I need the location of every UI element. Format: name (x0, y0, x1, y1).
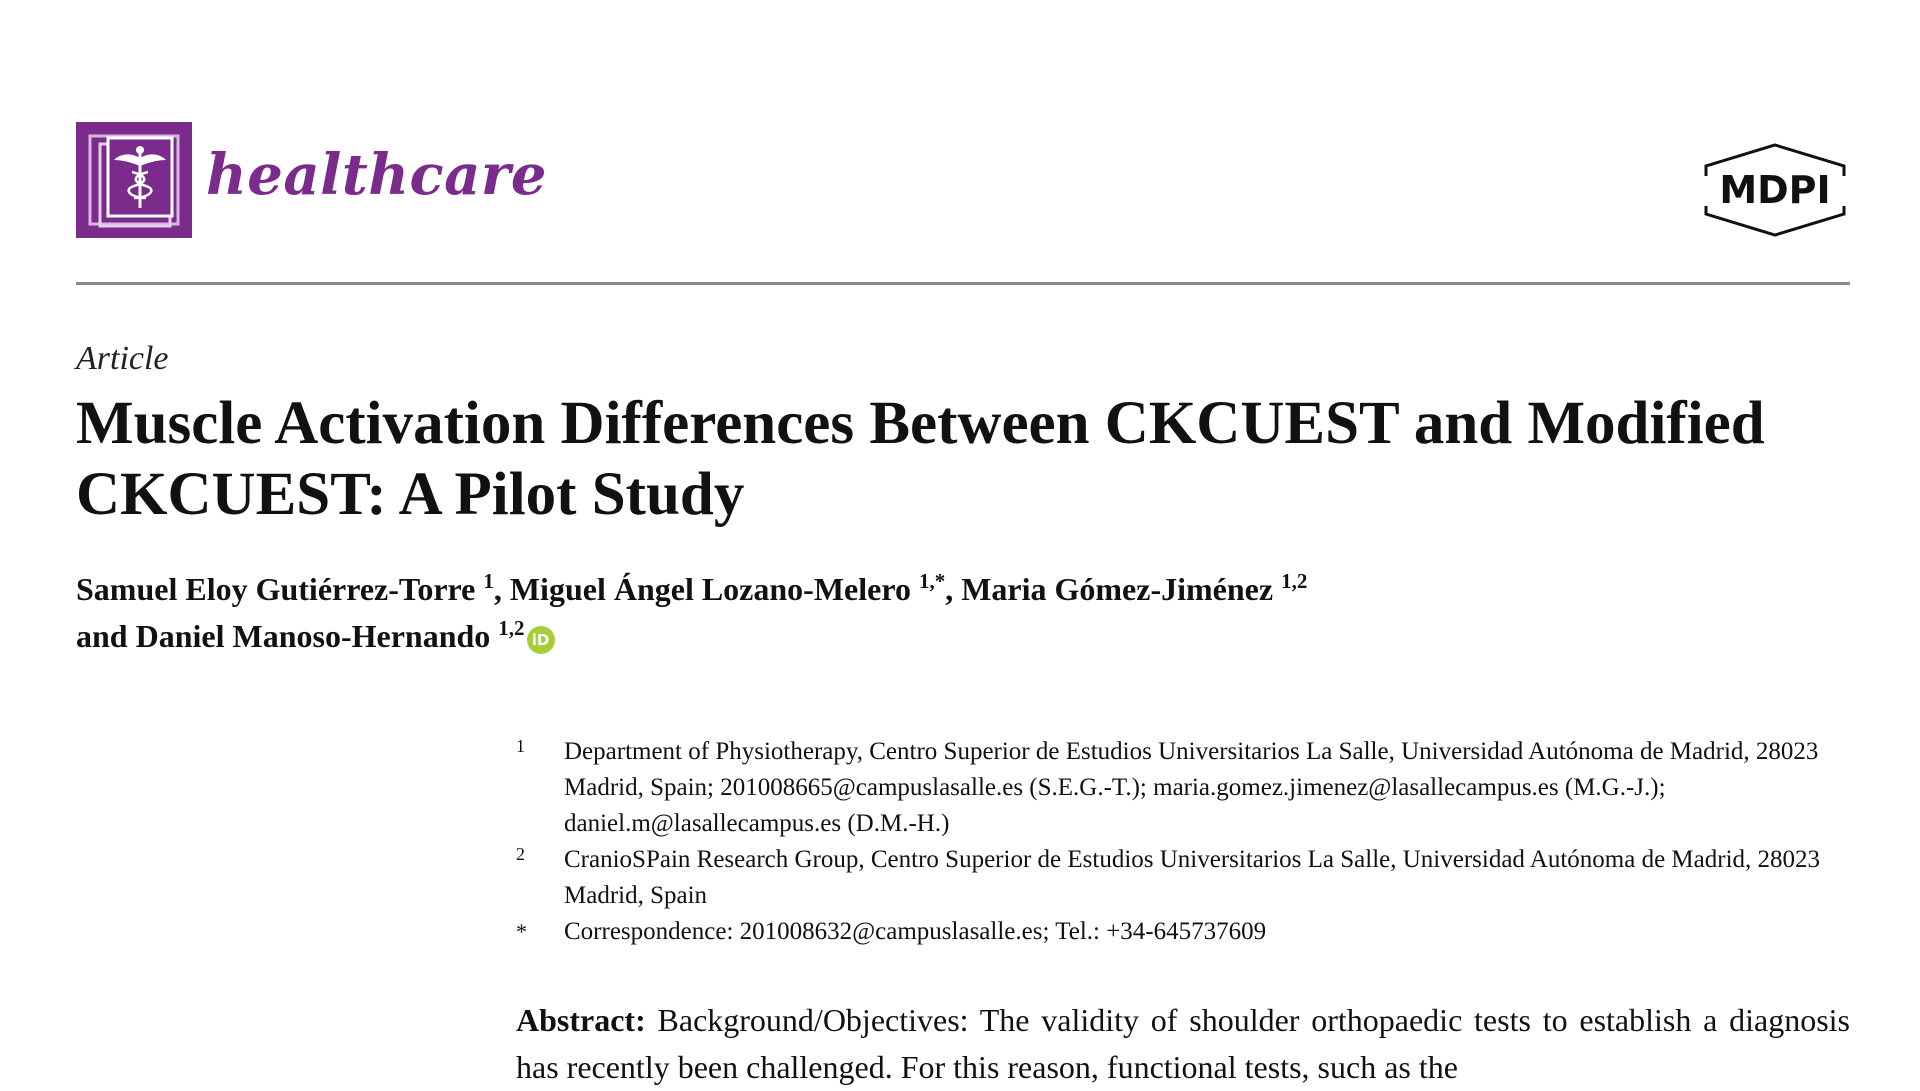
affiliation-item (516, 842, 1856, 914)
header-divider (76, 282, 1850, 285)
mdpi-logo-text: MDPI (1719, 168, 1831, 212)
journal-name: healthcare (206, 142, 547, 208)
abstract-text: Background/Objectives: The validity of shoulder orthopaedic tests to establish a diagnosis has recently been challenged. For this reason, functional tests, such as the (516, 1002, 1851, 1085)
article-type: Article (76, 340, 169, 377)
article-title: Muscle Activation Differences Between CKCUEST and Modified CKCUEST: A Pilot Study (76, 390, 1765, 528)
author-affiliation-mark: 1 (483, 569, 494, 593)
orcid-icon[interactable]: iD (527, 626, 555, 654)
author-list: Samuel Eloy Gutiérrez-Torre $^1$, Miguel Ángel Lozano-Melero $^{1,*}$, Maria Gómez-Jiménez $^{1,2}$ and Daniel Manoso-Hernando $^{1,2}$ iD (76, 569, 1308, 654)
affiliation-mark: 2 (516, 844, 525, 864)
affiliation-mark: 1 (516, 736, 525, 756)
author-name: and Daniel Manoso-Hernando (76, 618, 491, 654)
abstract-label: Abstract: (516, 1002, 646, 1038)
author-name: Miguel Ángel Lozano-Melero (509, 571, 911, 607)
author-affiliation-mark: 1,2 (498, 616, 525, 640)
correspondence-text: Correspondence: 201008632@campuslasalle.es; Tel.: +34-645737609 (564, 918, 1267, 945)
affiliations (516, 734, 1856, 950)
affiliation-text: Department of Physiotherapy, Centro Superior de Estudios Universitarios La Salle, Universidad Autónoma de Madrid, 28023 Madrid, Spain; 201008665@campuslasalle.es (S.E.G.-T.); maria.gomez.jimenez@lasallecampus.es (M.G.-J.); daniel.m@lasallecampus.es (D.M.-H.) (564, 738, 1819, 837)
caduceus-book-icon (76, 122, 192, 238)
abstract (516, 997, 1850, 1091)
correspondence-item (516, 914, 1856, 950)
author-affiliation-mark: 1,* (918, 569, 946, 593)
author-affiliation-mark: 1,2 (1281, 569, 1308, 593)
journal-logo (76, 122, 192, 238)
affiliation-text: CranioSPain Research Group, Centro Superior de Estudios Universitarios La Salle, Universidad Autónoma de Madrid, 28023 Madrid, Spain (564, 846, 1821, 909)
mdpi-logo (1700, 142, 1850, 238)
correspondence-mark: * (516, 919, 527, 944)
author-name: Maria Gómez-Jiménez (961, 571, 1274, 607)
author-name: Samuel Eloy Gutiérrez-Torre (76, 571, 476, 607)
affiliation-item (516, 734, 1856, 842)
